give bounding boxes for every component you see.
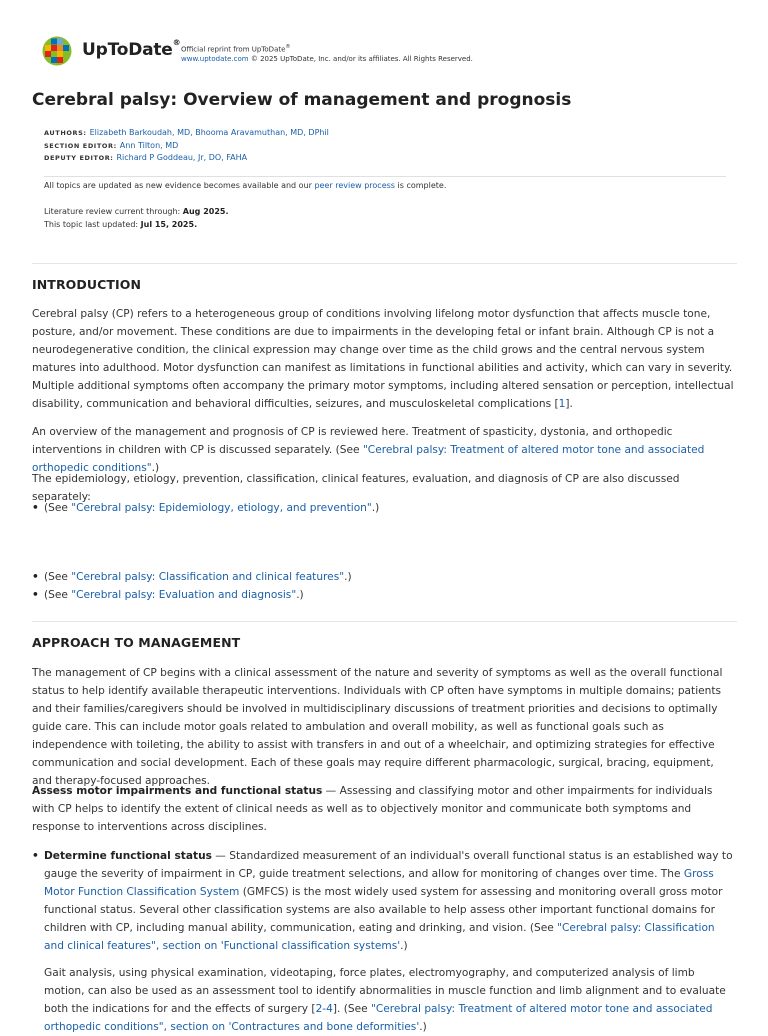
- evaluation-topic-link[interactable]: "Cerebral palsy: Evaluation and diagnosis": [71, 589, 297, 601]
- review-dates: Literature review current through: Aug 2025. This topic last updated: Jul 15, 2025.: [44, 207, 229, 229]
- divider: [44, 176, 726, 177]
- bullet-icon: •: [32, 571, 39, 583]
- bullet-icon: •: [32, 850, 39, 862]
- peer-review-link[interactable]: peer review process: [314, 181, 395, 190]
- authors-link[interactable]: Elizabeth Barkoudah, MD, Bhooma Aravamuthan, MD, DPhil: [89, 128, 329, 137]
- section-divider: [32, 621, 737, 622]
- brand-name[interactable]: UpToDate®: [82, 38, 181, 60]
- intro-paragraph-1: Cerebral palsy (CP) refers to a heterogeneous group of conditions involving lifelong motor dysfunction that affects muscle tone, posture, and/or movement. These conditions are due to impairments in the developing fetal or infant brain. Although CP is not a neurodegenerative condition, the clinical expression may change over time as the child grows and the central nervous system matures into adulthood. Motor dysfunction can manifest as limitations in functional abilities and activity, which can vary in severity. Multiple additional symptoms often accompany the primary motor symptoms, including altered sensation or perception, intellectual disability, communication and behavioral difficulties, seizures, and musculoskeletal complications [1].: [32, 308, 734, 410]
- contributors: AUTHORS: Elizabeth Barkoudah, MD, Bhooma Aravamuthan, MD, DPhil SECTION EDITOR: Ann Tilton, MD DEPUTY EDITOR: Richard P Goddeau, Jr, DO, FAHA: [44, 128, 329, 162]
- functional-classification-link[interactable]: "Cerebral palsy: Classification and clinical features", section on 'Functional classification systems': [44, 922, 715, 952]
- section-divider: [32, 263, 737, 264]
- epidemiology-topic-link[interactable]: "Cerebral palsy: Epidemiology, etiology, and prevention": [71, 502, 372, 514]
- update-note: All topics are updated as new evidence becomes available and our peer review process is complete.: [44, 181, 447, 190]
- page-header: [42, 36, 742, 70]
- reference-link[interactable]: 1: [558, 398, 566, 410]
- gait-paragraph: Gait analysis, using physical examination, videotaping, force plates, electromyography, and computerized analysis of limb motion, can also be used as an assessment tool to identify abnormalities in muscle function and limb alignment and to evaluate both the indications for and the effects of surgery [2-4]. (See "Cerebral palsy: Treatment of altered motor tone and associated orthopedic conditions", section on 'Contractures and bone deformities'.): [44, 967, 726, 1033]
- approach-paragraph: The management of CP begins with a clinical assessment of the nature and severity of symptoms as well as the overall functional status to help identify available therapeutic interventions. Individuals with CP often have symptoms in multiple domains; patients and their families/caregivers should be involved in multidisciplinary discussions of treatment priorities and decisions to optimally guide care. This can include motor goals related to ambulation and overall mobility, as well as functional goals such as independence with toileting, the ability to assist with transfers in and out of a wheelchair, and optimizing strategies for effective communication and social development. Each of these goals may require different pharmacologic, surgical, bracing, equipment, and therapy-focused approaches.: [32, 667, 723, 787]
- bullet-icon: •: [32, 589, 39, 601]
- intro-paragraph-3: The epidemiology, etiology, prevention, classification, clinical features, evaluation, and diagnosis of CP are also discussed separately:: [32, 473, 680, 503]
- bullet-icon: •: [32, 502, 39, 514]
- deputy-editor-link[interactable]: Richard P Goddeau, Jr, DO, FAHA: [116, 153, 248, 162]
- orthopedic-topic-link[interactable]: "Cerebral palsy: Treatment of altered motor tone and associated orthopedic conditions", section on 'Contractures and bone deformities': [44, 1003, 713, 1033]
- introduction-heading: INTRODUCTION: [32, 277, 142, 292]
- assess-paragraph: Assess motor impairments and functional status — Assessing and classifying motor and other impairments for individuals with CP helps to identify the extent of clinical needs as well as to objectively monitor and communicate both symptoms and response to interventions across disciplines.: [32, 785, 713, 833]
- uptodate-url-link[interactable]: www.uptodate.com: [181, 55, 249, 64]
- gmfcs-link[interactable]: Gross Motor Function Classification System: [44, 868, 714, 898]
- treatment-topic-link[interactable]: "Cerebral palsy: Treatment of altered motor tone and associated orthopedic conditions": [32, 444, 705, 474]
- approach-heading: APPROACH TO MANAGEMENT: [32, 635, 241, 650]
- intro-paragraph-2: An overview of the management and prognosis of CP is reviewed here. Treatment of spasticity, dystonia, and orthopedic interventions in children with CP is discussed separately. (See "Cerebral palsy: Treatment of altered motor tone and associated orthopedic conditions".): [32, 426, 705, 474]
- reprint-notice: Official reprint from UpToDate® www.uptodate.com © 2025 UpToDate, Inc. and/or its affiliates. All Rights Reserved.: [181, 44, 473, 64]
- uptodate-logo-icon[interactable]: [42, 36, 72, 66]
- classification-topic-link[interactable]: "Cerebral palsy: Classification and clinical features": [71, 571, 345, 583]
- page-title: Cerebral palsy: Overview of management and prognosis: [32, 90, 572, 110]
- reference-link[interactable]: 2-4: [315, 1003, 333, 1015]
- section-editor-link[interactable]: Ann Tilton, MD: [119, 140, 179, 150]
